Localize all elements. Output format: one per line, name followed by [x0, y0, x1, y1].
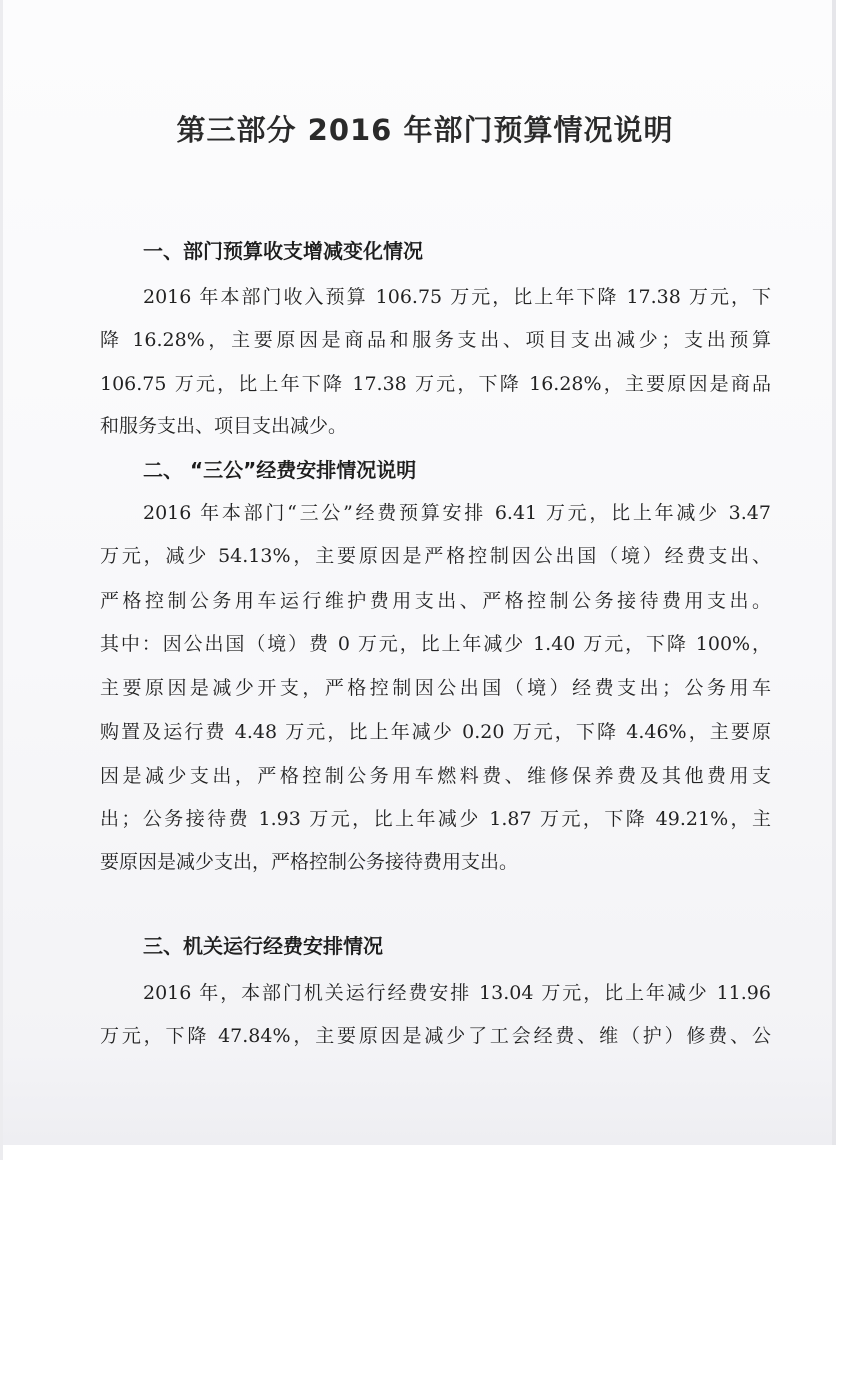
section-1-heading: 一、部门预算收支增减变化情况 [143, 239, 423, 263]
section-3-heading: 三、机关运行经费安排情况 [143, 934, 383, 958]
section-1-line-3: 106.75 万元，比上年下降 17.38 万元，下降 16.28%，主要原因是商品 [100, 373, 771, 395]
section-2-line-6: 购置及运行费 4.48 万元，比上年减少 0.20 万元，下降 4.46%，主要原 [100, 721, 771, 743]
document-title: 第三部分 2016 年部门预算情况说明 [176, 113, 674, 147]
section-2-line-5: 主要原因是减少开支，严格控制因公出国（境）经费支出；公务用车 [100, 677, 771, 699]
section-1-line-4: 和服务支出、项目支出减少。 [100, 415, 348, 437]
scan-left-edge [0, 0, 3, 1160]
section-1-line-1: 2016 年本部门收入预算 106.75 万元，比上年下降 17.38 万元，下 [143, 286, 771, 308]
section-3-line-2: 万元，下降 47.84%，主要原因是减少了工会经费、维（护）修费、公 [100, 1025, 771, 1047]
section-2-line-8: 出；公务接待费 1.93 万元，比上年减少 1.87 万元，下降 49.21%，主 [100, 808, 771, 830]
section-1-line-2: 降 16.28%，主要原因是商品和服务支出、项目支出减少；支出预算 [100, 329, 771, 351]
section-2-line-7: 因是减少支出，严格控制公务用车燃料费、维修保养费及其他费用支 [100, 765, 771, 787]
section-2-heading: 二、 “三公”经费安排情况说明 [143, 458, 417, 482]
section-2-line-1: 2016 年本部门“三公”经费预算安排 6.41 万元，比上年减少 3.47 [143, 502, 771, 524]
section-2-line-2: 万元，减少 54.13%，主要原因是严格控制因公出国（境）经费支出、 [100, 545, 771, 567]
section-2-line-3: 严格控制公务用车运行维护费用支出、严格控制公务接待费用支出。 [100, 590, 771, 612]
scan-right-edge [832, 0, 836, 1145]
section-2-line-4: 其中：因公出国（境）费 0 万元，比上年减少 1.40 万元，下降 100%， [100, 633, 771, 655]
section-3-line-1: 2016 年，本部门机关运行经费安排 13.04 万元，比上年减少 11.96 [143, 982, 771, 1004]
section-2-line-9: 要原因是减少支出，严格控制公务接待费用支出。 [100, 851, 519, 873]
